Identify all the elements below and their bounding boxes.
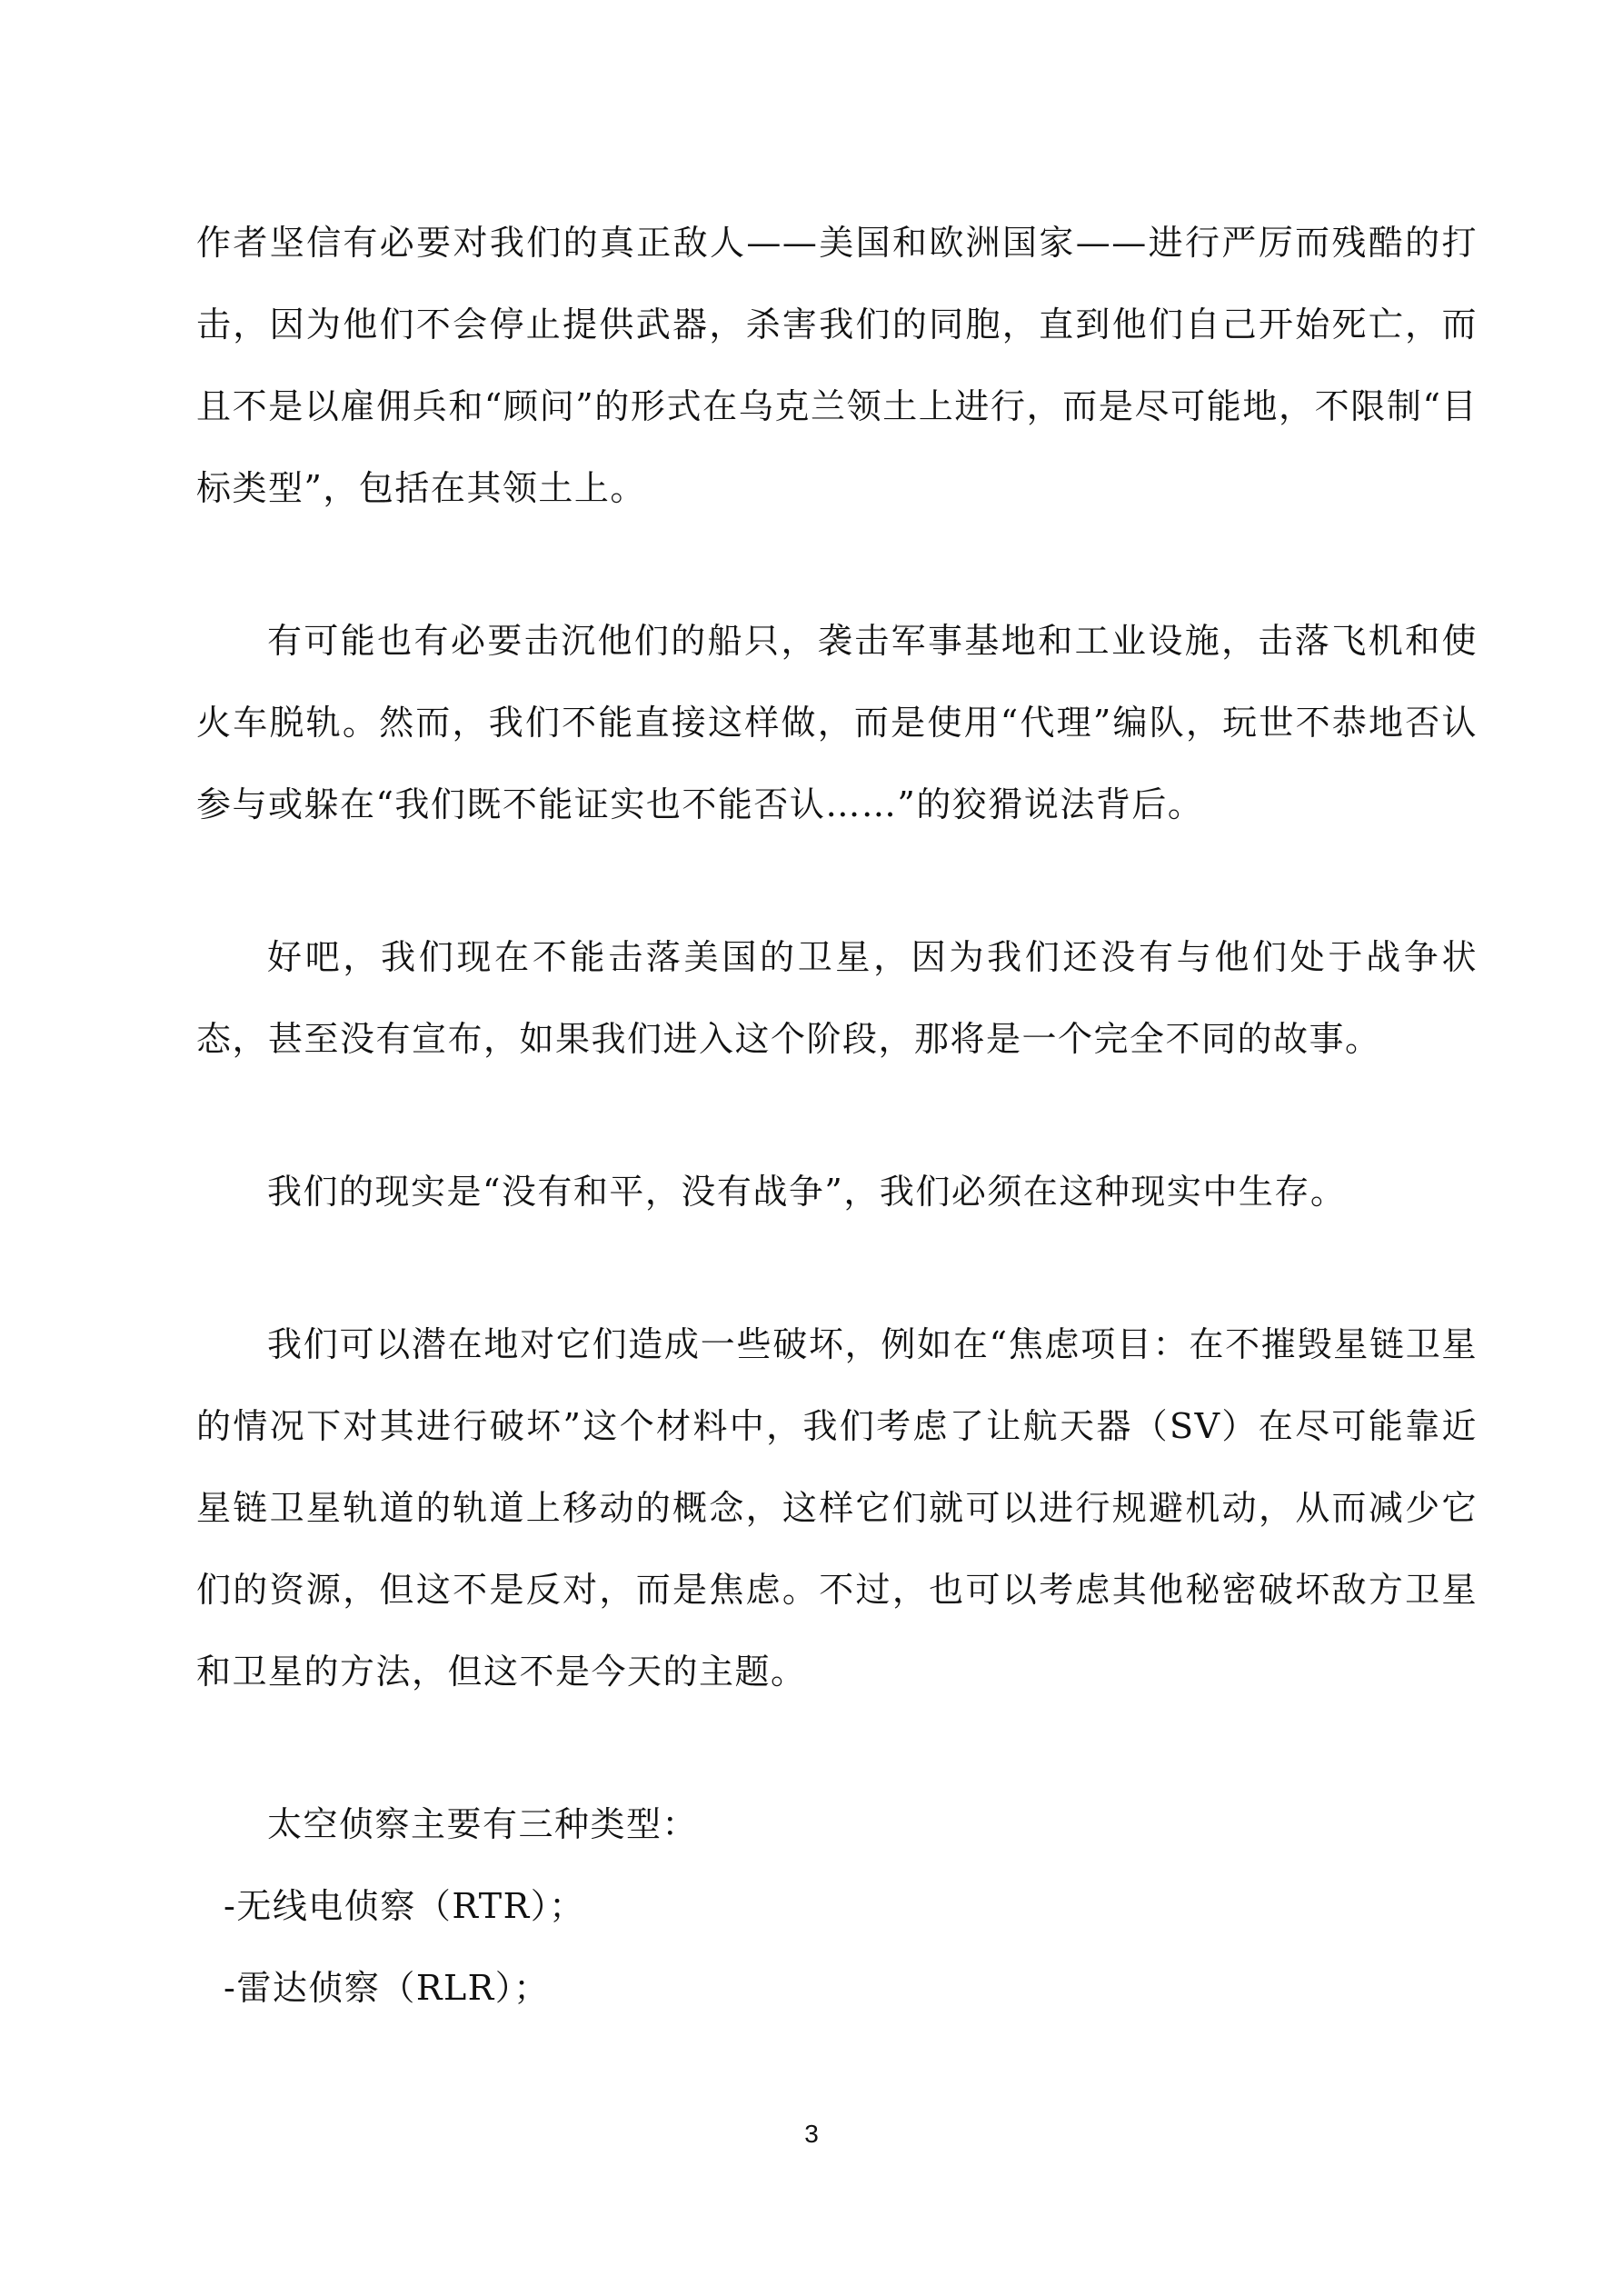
page-number: 3 xyxy=(804,2120,819,2148)
paragraph-2: 有可能也有必要击沉他们的船只，袭击军事基地和工业设施，击落飞机和使火车脱轨。然而，我们不能直接这样做，而是使用“代理”编队，玩世不恭地否认参与或躲在“我们既不能证实也不能否认……”的狡猾说法背后。 xyxy=(196,621,1478,824)
paragraph-6: 太空侦察主要有三种类型： xyxy=(267,1804,699,1844)
paragraph-1: 作者坚信有必要对我们的真正敌人——美国和欧洲国家——进行严厉而残酷的打击，因为他们不会停止提供武器，杀害我们的同胞，直到他们自己开始死亡，而且不是以雇佣兵和“顾问”的形式在乌克兰领土上进行，而是尽可能地，不限制“目标类型”，包括在其领土上。 xyxy=(196,223,1478,508)
paragraph-3: 好吧，我们现在不能击落美国的卫星，因为我们还没有与他们处于战争状态，甚至没有宣布，如果我们进入这个阶段，那将是一个完全不同的故事。 xyxy=(196,937,1478,1059)
document-body xyxy=(196,202,1478,2029)
list-item-rtr: -无线电侦察（RTR）； xyxy=(224,1886,585,1926)
list-item-rlr: -雷达侦察（RLR）； xyxy=(224,1968,550,2008)
paragraph-5: 我们可以潜在地对它们造成一些破坏，例如在“焦虑项目：在不摧毁星链卫星的情况下对其进行破坏”这个材料中，我们考虑了让航天器（SV）在尽可能靠近星链卫星轨道的轨道上移动的概念，这样它们就可以进行规避机动，从而减少它们的资源，但这不是反对，而是焦虑。不过，也可以考虑其他秘密破坏敌方卫星和卫星的方法，但这不是今天的主题。 xyxy=(196,1324,1478,1692)
paragraph-4: 我们的现实是“没有和平，没有战争”，我们必须在这种现实中生存。 xyxy=(267,1172,1347,1212)
